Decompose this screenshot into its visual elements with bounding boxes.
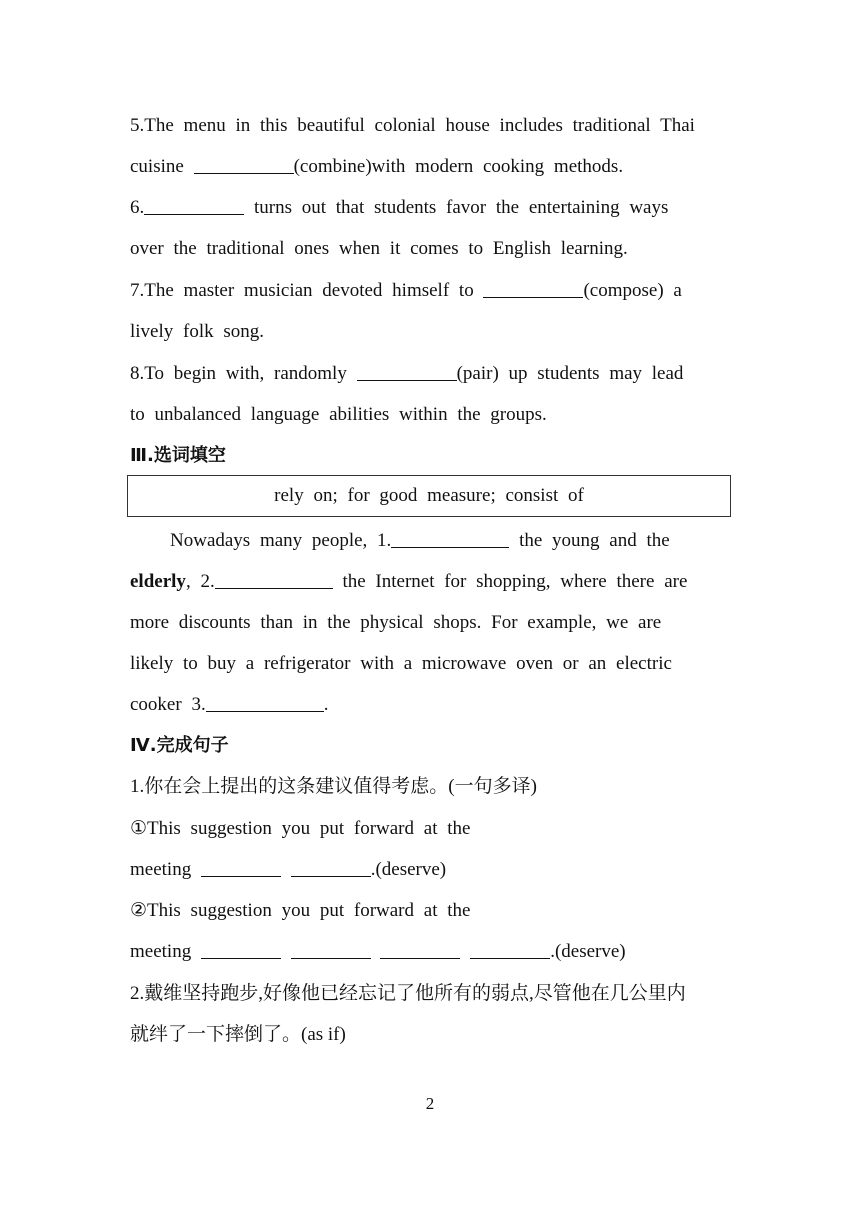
q1-1-line1: ①This suggestion you put forward at the: [130, 818, 471, 839]
answer-blank[interactable]: [391, 529, 509, 548]
answer-blank[interactable]: [483, 279, 583, 298]
passage-line3: more discounts than in the physical shops. For example, we are: [130, 612, 662, 633]
q8-line1: 8.To begin with, randomly (pair) up students may lead: [130, 363, 684, 384]
q7-line1: 7.The master musician devoted himself to (compose) a: [130, 280, 682, 301]
q2-prompt-line2: 就绊了一下摔倒了。(as if): [130, 1024, 346, 1045]
section3-heading: Ⅲ.选词填空: [130, 445, 226, 466]
passage-line4: likely to buy a refrigerator with a microwave oven or an electric: [130, 653, 672, 674]
answer-blank[interactable]: [201, 858, 281, 877]
answer-blank[interactable]: [144, 196, 244, 215]
q1-1-line2: meeting .(deserve): [130, 859, 447, 880]
q2-prompt-line1: 2.戴维坚持跑步,好像他已经忘记了他所有的弱点,尽管他在几公里内: [130, 983, 686, 1004]
word-box: rely on; for good measure; consist of: [127, 475, 731, 517]
answer-blank[interactable]: [206, 693, 324, 712]
q6-line2: over the traditional ones when it comes to English learning.: [130, 238, 628, 259]
q7-line2: lively folk song.: [130, 321, 265, 342]
answer-blank[interactable]: [215, 570, 333, 589]
section4-heading: Ⅳ.完成句子: [130, 735, 229, 756]
passage-line5: cooker 3. .: [130, 694, 329, 715]
answer-blank[interactable]: [380, 940, 460, 959]
answer-blank[interactable]: [357, 362, 457, 381]
q1-prompt: 1.你在会上提出的这条建议值得考虑。(一句多译): [130, 776, 537, 797]
answer-blank[interactable]: [194, 155, 294, 174]
answer-blank[interactable]: [470, 940, 550, 959]
q1-2-line1: ②This suggestion you put forward at the: [130, 900, 471, 921]
q5-line1: 5.The menu in this beautiful colonial house includes traditional Thai: [130, 115, 695, 136]
answer-blank[interactable]: [291, 858, 371, 877]
q6-line1: 6. turns out that students favor the entertaining ways: [130, 197, 669, 218]
passage-line2: elderly, 2. the Internet for shopping, where there are: [130, 571, 688, 592]
q5-line2: cuisine (combine)with modern cooking methods.: [130, 156, 624, 177]
q8-line2: to unbalanced language abilities within the groups.: [130, 404, 547, 425]
page-number: 2: [425, 1094, 435, 1113]
answer-blank[interactable]: [291, 940, 371, 959]
q1-2-line2: meeting .(deserve): [130, 941, 626, 962]
passage-line1: Nowadays many people, 1. the young and the: [170, 530, 670, 551]
answer-blank[interactable]: [201, 940, 281, 959]
